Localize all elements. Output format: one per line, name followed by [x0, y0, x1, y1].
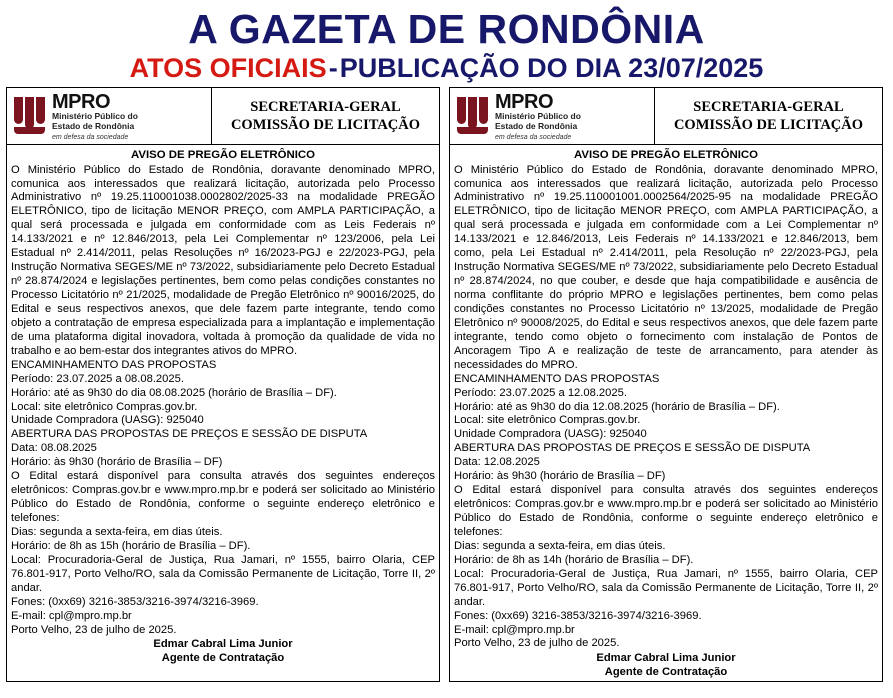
- mpro-slogan: em defesa da sociedade: [52, 133, 129, 141]
- notice-line: Porto Velho, 23 de julho de 2025.: [454, 637, 620, 650]
- signature-name: Edmar Cabral Lima Junior: [153, 638, 293, 651]
- secretariat-line1: SECRETARIA-GERAL: [250, 99, 401, 116]
- notice-line: ENCAMINHAMENTO DAS PROPOSTAS: [454, 372, 660, 385]
- masthead-subtitle-blue: PUBLICAÇÃO DO DIA 23/07/2025: [339, 53, 764, 84]
- mpro-name-line1: Ministério Público do: [52, 111, 138, 122]
- notice-line: Horário: às 9h30 (horário de Brasília – DF): [454, 470, 666, 483]
- mpro-emblem-icon: [13, 97, 47, 135]
- notice-body-right: [450, 145, 882, 681]
- mpro-name-line2: Estado de Rondônia: [495, 121, 578, 132]
- notice-line: Local: site eletrônico Compras.gov.br.: [11, 400, 198, 413]
- notice-line: Data: 08.08.2025: [11, 442, 97, 455]
- notice-line: ABERTURA DAS PROPOSTAS DE PREÇOS E SESSÃO DE DISPUTA: [11, 428, 368, 441]
- notice-line: Porto Velho, 23 de julho de 2025.: [11, 623, 177, 636]
- notice-body-left: [7, 145, 439, 667]
- notice-line: Período: 23.07.2025 a 12.08.2025.: [454, 386, 627, 399]
- mpro-logo-right: [450, 88, 655, 144]
- notice-line: Unidade Compradora (UASG): 925040: [11, 414, 204, 427]
- mpro-logo-text: [52, 92, 138, 141]
- notice-line: Fones: (0xx69) 3216-3853/3216-3974/3216-3969.: [11, 595, 259, 608]
- masthead-subtitle-separator: -: [328, 53, 338, 84]
- notice-line: Unidade Compradora (UASG): 925040: [454, 428, 647, 441]
- notice-line: O Edital estará disponível para consulta através dos seguintes endereços eletrônicos: Compras.gov.br e www.mpro.mp.br e poderá ser solicitado ao Ministério Público do Estado de Rondônia, conforme o seguinte endereço eletrônico e telefones:: [11, 470, 435, 525]
- secretariat-line2: COMISSÃO DE LICITAÇÃO: [230, 117, 421, 134]
- secretariat-line1: SECRETARIA-GERAL: [693, 99, 844, 116]
- notice-paragraph: O Ministério Público do Estado de Rondônia, doravante denominado MPRO, comunica aos interessados que realizará licitação, autorizada pelo Processo Administrativo nº 19.25.110001001.0002564/2025-95 na modalidade PREGÃO ELETRÔNICO, tipo de licitação MENOR PREÇO, com AMPLA PARTICIPAÇÃO, a qual será processada e julgada em conformidade com a Lei Complementar nº 14.133/2021 e 12.846/2013, Leis Federais nº 14.133/2021 e 12.846/2013, bem como, pela Lei Estadual nº 2.414/2011, pela Resolução nº 22/2023-PGJ, pela Instrução Normativa SEGES/ME nº 73/2022, subsidiariamente pelo Decreto Estadual nº 28.874/2024, no que couber, e desde que haja compatibilidade e ausência de norma conflitante do próprio MPRO e legislações pertinentes, bem como pelas condições constantes no Processo Licitatório nº 13/2025, modalidade de Pregão Eletrônico nº 90008/2025, do Edital e seus respectivos anexos, que dele fazem parte integrante, tendo como objeto o fornecimento com instalação de Pontos de Ancoragem Tipo A e realização de teste de arrancamento, para atender às necessidades do MPRO.: [454, 163, 878, 371]
- notice-title: AVISO DE PREGÃO ELETRÔNICO: [131, 149, 315, 162]
- mpro-name-line1: Ministério Público do: [495, 111, 581, 122]
- notice-line: ABERTURA DAS PROPOSTAS DE PREÇOS E SESSÃO DE DISPUTA: [454, 442, 811, 455]
- page-title: A GAZETA DE RONDÔNIA: [188, 6, 705, 52]
- notice-header-left: [7, 88, 439, 145]
- signature-block: [454, 652, 878, 679]
- mpro-logo-left: [7, 88, 212, 144]
- notice-paragraph: O Ministério Público do Estado de Rondônia, doravante denominado MPRO, comunica aos interessados que realizará licitação, autorizada pelo Processo Administrativo nº 19.25.110001038.0002802/2025-33 na modalidade PREGÃO ELETRÔNICO, tipo de licitação MENOR PREÇO, com AMPLA PARTICIPAÇÃO, a qual será processada e julgada em conformidade com as Leis Federais nº 14.133/2021 e nº 12.846/2013, pela Lei Complementar nº 123/2006, pela Lei Estadual nº 2.414/2011, pelas Resoluções nº 16/2023-PGJ e 22/2023-PGJ, pela Instrução Normativa SEGES/ME nº 73/2022, subsidiariamente pelo Decreto Estadual nº 28.874/2024 e legislações pertinentes, bem como pelas condições constantes no Processo Licitatório nº 21/2025, modalidade de Pregão Eletrônico nº 90016/2025, do Edital e seus respectivos anexos, que dele fazem parte integrante, tendo como objeto a contratação de empresa especializada para a implantação e implementação de uma plataforma digital inovadora, voltada à promoção da qualidade de vida no trabalho e ao bem-estar dos integrantes ativos do MPRO.: [11, 163, 435, 357]
- notice-line: Local: site eletrônico Compras.gov.br.: [454, 414, 641, 427]
- mpro-acronym: MPRO: [52, 90, 110, 113]
- signature-role: Agente de Contratação: [604, 665, 728, 678]
- notice-line: Fones: (0xx69) 3216-3853/3216-3974/3216-3969.: [454, 609, 702, 622]
- notice-line: Período: 23.07.2025 a 08.08.2025.: [11, 372, 184, 385]
- mpro-emblem-icon: [456, 97, 490, 135]
- notice-line: Horário: de 8h as 15h (horário de Brasília – DF).: [11, 539, 251, 552]
- masthead-subtitle-red: ATOS OFICIAIS: [129, 53, 327, 84]
- signature-block: [11, 638, 435, 665]
- notice-line: E-mail: cpl@mpro.mp.br: [454, 623, 575, 636]
- notice-header-right: [450, 88, 882, 145]
- notice-line: O Edital estará disponível para consulta através dos seguintes endereços eletrônicos: Compras.gov.br e www.mpro.mp.br e poderá ser solicitado ao Ministério Público do Estado de Rondônia, conforme o seguinte endereço eletrônico e telefones:: [454, 484, 878, 538]
- notice-line: Data: 12.08.2025: [454, 456, 540, 469]
- notice-line: Local: Procuradoria-Geral de Justiça, Rua Jamari, nº 1555, bairro Olaria, CEP 76.801-917, Porto Velho/RO, sala da Comissão Permanente de Licitação, Torre II, 2º andar.: [454, 567, 878, 608]
- notice-line: Horário: até as 9h30 do dia 08.08.2025 (horário de Brasília – DF).: [11, 386, 337, 399]
- mpro-acronym: MPRO: [495, 90, 553, 113]
- masthead: [0, 0, 893, 82]
- notice-line: Horário: até as 9h30 do dia 12.08.2025 (horário de Brasília – DF).: [454, 400, 780, 413]
- masthead-subtitle: [0, 54, 893, 82]
- notice-card-left: [6, 87, 440, 682]
- notice-line: E-mail: cpl@mpro.mp.br: [11, 609, 132, 622]
- notice-line: ENCAMINHAMENTO DAS PROPOSTAS: [11, 358, 217, 371]
- mpro-logo-text: [495, 92, 581, 141]
- signature-role: Agente de Contratação: [161, 651, 285, 664]
- notice-line: Horário: de 8h as 14h (horário de Brasília – DF).: [454, 553, 694, 566]
- notice-columns: [0, 87, 893, 682]
- signature-name: Edmar Cabral Lima Junior: [596, 652, 736, 665]
- notice-card-right: [449, 87, 883, 682]
- secretariat-title-right: [655, 88, 882, 144]
- notice-line: Dias: segunda a sexta-feira, em dias úteis.: [454, 539, 666, 552]
- notice-line: Local: Procuradoria-Geral de Justiça, Rua Jamari, nº 1555, bairro Olaria, CEP 76.801-917, Porto Velho/RO, sala da Comissão Permanente de Licitação, Torre II, 2º andar.: [11, 553, 435, 594]
- notice-line: Dias: segunda a sexta-feira, em dias úteis.: [11, 525, 223, 538]
- notice-line: Horário: às 9h30 (horário de Brasília – DF): [11, 456, 223, 469]
- secretariat-line2: COMISSÃO DE LICITAÇÃO: [673, 117, 864, 134]
- mpro-name-line2: Estado de Rondônia: [52, 121, 135, 132]
- secretariat-title-left: [212, 88, 439, 144]
- notice-title: AVISO DE PREGÃO ELETRÔNICO: [574, 149, 758, 162]
- mpro-slogan: em defesa da sociedade: [495, 133, 572, 141]
